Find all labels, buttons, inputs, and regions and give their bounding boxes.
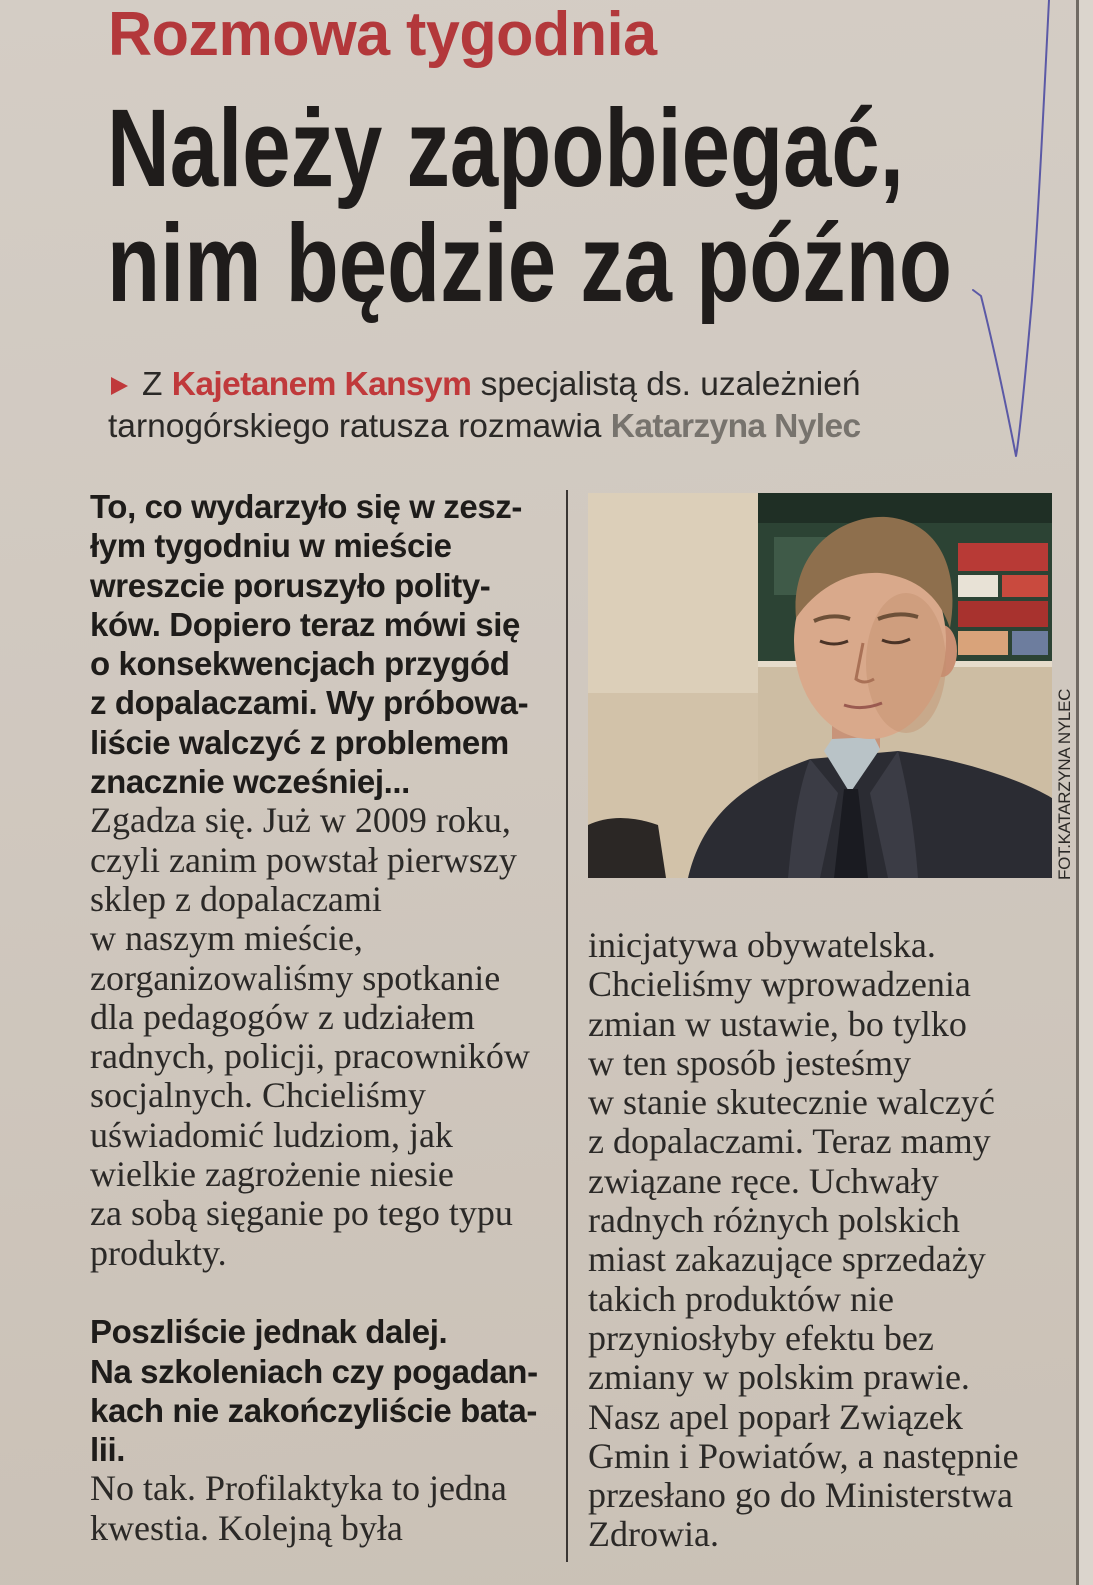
answer-line: związane ręce. Uchwały [588, 1160, 939, 1201]
answer-line: miast zakazujące sprzedaży [588, 1239, 986, 1280]
answer-line: wielkie zagrożenie niesie [90, 1154, 454, 1195]
column-divider [566, 490, 568, 1562]
question-line: kach nie zakończyliście bata- [90, 1391, 537, 1429]
answer-line: kwestia. Kolejną była [90, 1507, 403, 1548]
answer-line: z dopalaczami. Teraz mamy [588, 1121, 991, 1162]
book [958, 631, 1008, 655]
answer-line: Zdrowia. [588, 1514, 719, 1555]
photo-credit: FOT.KATARZYNA NYLEC [1055, 688, 1074, 880]
answer-line: przesłano go do Ministerstwa [588, 1475, 1013, 1516]
answer-line: zmiany w polskim prawie. [588, 1357, 970, 1398]
answer-1 [90, 801, 562, 1273]
answer-line: przyniosłyby efektu bez [588, 1317, 934, 1358]
intro-text: tarnogórskiego ratusza rozmawia [108, 408, 602, 445]
question-line: ków. Dopiero teraz mówi się [90, 605, 520, 643]
question-line: Poszliście jednak dalej. [90, 1313, 448, 1351]
paragraph-spacer [90, 1273, 562, 1312]
handwritten-check-mark [950, 0, 1060, 470]
question-2 [90, 1312, 562, 1469]
intro-prefix: Z [142, 366, 163, 403]
answer-line: czyli zanim powstał pierwszy [90, 839, 517, 880]
desk-phone [588, 818, 666, 878]
question-line: wreszcie poruszyło polity- [90, 566, 491, 604]
answer-line: w ten sposób jesteśmy [588, 1042, 911, 1083]
headline-line-2: nim będzie za późno [107, 202, 952, 325]
question-line: z dopalaczami. Wy próbowa- [90, 684, 529, 722]
portrait-photo-illustration [588, 493, 1052, 878]
headline-line-1: Należy zapobiegać, [107, 87, 904, 210]
interviewer-name: Katarzyna Nylec [610, 408, 861, 445]
intro-line-2 [108, 406, 861, 448]
answer-line: w stanie skutecznie walczyć [588, 1082, 995, 1123]
question-line: znacznie wcześniej... [90, 763, 410, 801]
answer-line: Zgadza się. Już w 2009 roku, [90, 800, 511, 841]
answer-line: dla pedagogów z udziałem [90, 996, 475, 1037]
page-edge-strip [1079, 0, 1093, 1585]
question-line: łym tygodniu w mieście [90, 527, 452, 565]
intro-line-1 [142, 364, 860, 406]
question-line: Na szkoleniach czy pogadan- [90, 1352, 538, 1390]
intro-role: specjalistą ds. uzależnień [480, 366, 861, 403]
answer-line: uświadomić ludziom, jak [90, 1114, 453, 1155]
answer-line: produkty. [90, 1232, 227, 1273]
play-triangle-icon [111, 377, 128, 395]
question-line: To, co wydarzyło się w zesz- [90, 488, 522, 525]
left-column [90, 487, 562, 1548]
answer-line: radnych różnych polskich [588, 1200, 960, 1241]
interviewee-name: Kajetanem Kansym [171, 366, 472, 403]
question-line: liście walczyć z problemem [90, 723, 509, 761]
article-photo [588, 493, 1052, 878]
answer-line: inicjatywa obywatelska. [588, 925, 936, 965]
answer-line: Chcieliśmy wprowadzenia [588, 964, 971, 1005]
section-kicker: Rozmowa tygodnia [108, 0, 657, 69]
answer-line: Gmin i Powiatów, a następnie [588, 1435, 1019, 1476]
answer-line: socjalnych. Chcieliśmy [90, 1075, 426, 1116]
answer-line: w naszym mieście, [90, 918, 363, 959]
book [958, 543, 1048, 571]
book [958, 575, 998, 597]
book [1012, 631, 1048, 655]
answer-line: takich produktów nie [588, 1278, 894, 1319]
book [958, 601, 1048, 627]
answer-line: radnych, policji, pracowników [90, 1036, 530, 1077]
question-line: lii. [90, 1431, 126, 1469]
board-top-shadow [758, 493, 1052, 523]
question-line: o konsekwencjach przygód [90, 645, 510, 683]
answer-2 [90, 1469, 562, 1548]
question-1 [90, 487, 562, 801]
book [1002, 575, 1048, 597]
right-column [588, 926, 1060, 1555]
answer-line: No tak. Profilaktyka to jedna [90, 1468, 507, 1509]
answer-line: zorganizowaliśmy spotkanie [90, 957, 501, 998]
answer-line: Nasz apel poparł Związek [588, 1396, 963, 1437]
answer-line: sklep z dopalaczami [90, 878, 382, 919]
answer-line: za sobą sięganie po tego typu [90, 1193, 513, 1234]
page-fold-edge [1076, 0, 1079, 1585]
answer-line: zmian w ustawie, bo tylko [588, 1003, 967, 1044]
pen-stroke [973, 0, 1049, 456]
